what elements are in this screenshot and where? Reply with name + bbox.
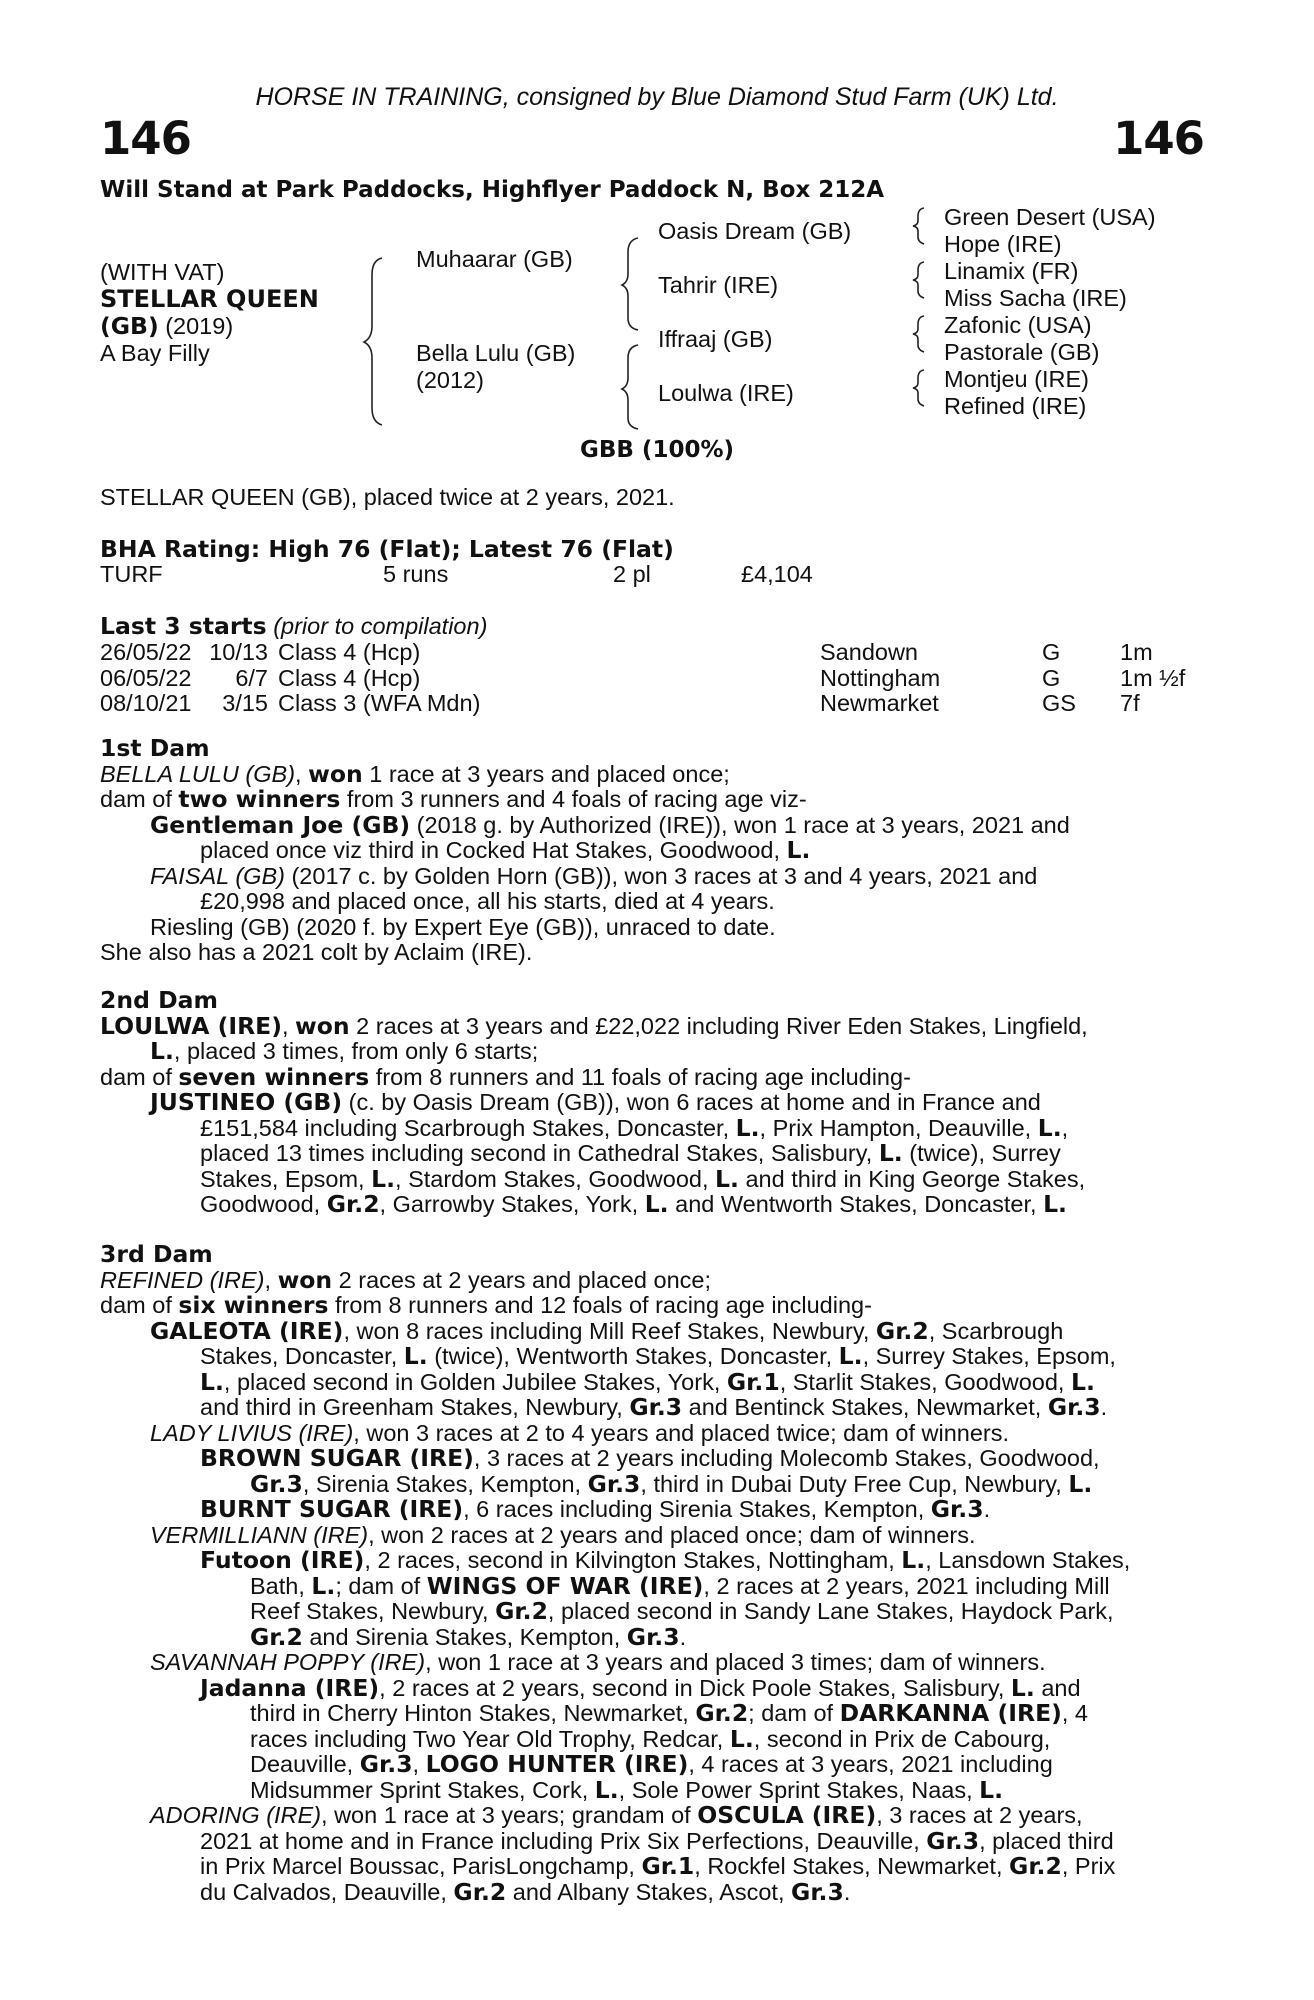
- dam-year: (2012): [416, 367, 484, 393]
- text: du Calvados, Deauville,: [200, 1878, 454, 1905]
- vat-note: (WITH VAT): [100, 259, 225, 285]
- table-row: [100, 666, 1185, 692]
- text: L.: [1043, 1190, 1067, 1218]
- text: won: [277, 1265, 333, 1294]
- text: .: [983, 1496, 991, 1522]
- progeny-name: VERMILLIANN (IRE): [150, 1521, 369, 1548]
- text: ; dam of: [335, 1572, 427, 1599]
- g3-3: Linamix (FR): [944, 258, 1079, 284]
- brace-g3-2: [913, 262, 924, 298]
- text: , 4 races at 3 years, 2021 including: [688, 1751, 1053, 1777]
- g3-4: Miss Sacha (IRE): [944, 285, 1127, 311]
- text: , second in Prix de Cabourg,: [753, 1725, 1051, 1752]
- text: and third in King George Stakes,: [738, 1165, 1086, 1192]
- last3-table: [100, 640, 1185, 717]
- horse-identity: [100, 259, 319, 367]
- section-heading: 2nd Dam: [100, 986, 218, 1014]
- third-dam-section: [100, 1242, 1204, 1905]
- text: Gr.3: [250, 1469, 303, 1498]
- text: Midsummer Sprint Stakes, Cork,: [250, 1776, 595, 1803]
- text: L.: [729, 1724, 754, 1753]
- text: , placed third: [979, 1827, 1114, 1854]
- text: , placed second in Golden Jubilee Stakes, York,: [223, 1368, 727, 1395]
- text: Deauville,: [250, 1751, 360, 1777]
- progeny-name: GALEOTA (IRE): [150, 1316, 344, 1345]
- text: from 8 runners and 11 foals of racing age including-: [369, 1063, 911, 1090]
- text: Gr.1: [726, 1367, 780, 1396]
- text: Goodwood,: [200, 1191, 327, 1217]
- text: dam of: [100, 1292, 179, 1318]
- text: Gr.2: [1009, 1852, 1062, 1880]
- text: Gr.2: [326, 1190, 380, 1218]
- progeny-name: JUSTINEO (GB): [150, 1088, 343, 1116]
- run-going: G: [1042, 664, 1061, 691]
- text: .: [679, 1623, 687, 1650]
- text: Gr.3: [926, 1826, 980, 1855]
- text: Gr.3: [359, 1750, 413, 1778]
- run-position: 3/15: [222, 690, 268, 716]
- brace-main: [364, 258, 382, 425]
- text: , won 1 race at 3 years and placed 3 times; dam of winners.: [425, 1649, 1046, 1675]
- g3-8: Refined (IRE): [944, 393, 1087, 419]
- text: L.: [371, 1164, 396, 1193]
- pedigree-braces-outer: [908, 204, 938, 424]
- run-class: Class 4 (Hcp): [278, 639, 421, 665]
- dam-name: BELLA LULU (GB): [100, 760, 296, 787]
- lot-number-left: 146: [100, 112, 191, 165]
- first-dam-section: [100, 736, 1204, 966]
- g3-7: Montjeu (IRE): [944, 366, 1089, 392]
- text: , 3 races at 2 years,: [876, 1802, 1083, 1828]
- text: placed 13 times including second in Cathedral Stakes, Salisbury,: [200, 1140, 879, 1166]
- text: , Prix Hampton, Deauville,: [759, 1114, 1038, 1141]
- text: ,: [264, 1266, 278, 1293]
- run-course: Newmarket: [820, 690, 939, 716]
- text: L.: [838, 1342, 863, 1370]
- text: £20,998 and placed once, all his starts, died at 4 years.: [200, 888, 775, 914]
- text: , Stardom Stakes, Goodwood,: [395, 1165, 716, 1192]
- progeny-name: BURNT SUGAR (IRE): [200, 1495, 464, 1523]
- section-heading: 1st Dam: [100, 734, 210, 762]
- g3-6: Pastorale (GB): [944, 339, 1100, 365]
- horse-description: A Bay Filly: [100, 340, 210, 366]
- text: , 2 races, second in Kilvington Stakes, Nottingham,: [364, 1547, 902, 1573]
- text: L.: [644, 1190, 669, 1218]
- text: , won 2 races at 2 years and placed once; dam of winners.: [368, 1521, 976, 1548]
- text: dam of: [100, 786, 179, 812]
- text: , placed 3 times, from only 6 starts;: [173, 1038, 539, 1064]
- brace-dam: [622, 345, 638, 429]
- progeny-name: Gentleman Joe (GB): [150, 810, 411, 839]
- section-heading: 3rd Dam: [100, 1240, 213, 1268]
- text: , 2 races at 2 years, 2021 including Mill: [703, 1572, 1110, 1599]
- run-going: G: [1042, 639, 1061, 665]
- text: from 8 runners and 12 foals of racing age including-: [328, 1292, 872, 1318]
- text: won: [308, 759, 363, 788]
- text: Gr.3: [1047, 1393, 1101, 1421]
- text: Gr.3: [791, 1877, 844, 1906]
- dam-name: LOULWA (IRE): [100, 1011, 282, 1040]
- progeny-entry: Riesling (GB) (2020 f. by Expert Eye (GB)), unraced to date.: [150, 913, 776, 940]
- text: six winners: [178, 1291, 329, 1319]
- run-distance: 7f: [1120, 690, 1140, 716]
- horse-name: STELLAR QUEEN: [100, 285, 319, 313]
- run-position: 6/7: [235, 664, 268, 691]
- text: L.: [735, 1113, 760, 1142]
- run-class: Class 3 (WFA Mdn): [278, 690, 481, 716]
- text: 1 race at 3 years and placed once;: [362, 760, 730, 787]
- text: Reef Stakes, Newbury,: [250, 1598, 496, 1624]
- text: , Scarbrough: [928, 1317, 1064, 1344]
- text: dam of: [100, 1063, 179, 1090]
- text: , won 3 races at 2 to 4 years and placed twice; dam of winners.: [353, 1419, 1010, 1446]
- text: Gr.1: [641, 1852, 695, 1880]
- second-dam-section: [100, 988, 1204, 1218]
- table-row: [100, 640, 1185, 666]
- run-going: GS: [1042, 690, 1076, 716]
- text: in Prix Marcel Boussac, ParisLongchamp,: [200, 1853, 642, 1879]
- brace-sire: [622, 238, 638, 330]
- text: (2018 g. by Authorized (IRE)), won 1 race at 3 years, 2021 and: [410, 811, 1070, 838]
- text: £151,584 including Scarbrough Stakes, Doncaster,: [200, 1114, 736, 1141]
- brace-g3-1: [913, 208, 924, 244]
- text: races including Two Year Old Trophy, Redcar,: [250, 1725, 730, 1752]
- text: , 3 races at 2 years including Molecomb Stakes, Goodwood,: [473, 1445, 1100, 1471]
- lot-number-right: 146: [1113, 112, 1204, 165]
- text: , 6 races including Sirenia Stakes, Kempton,: [463, 1496, 931, 1522]
- progeny-name: BROWN SUGAR (IRE): [200, 1444, 474, 1472]
- text: Gr.2: [250, 1622, 303, 1651]
- text: , Sole Power Sprint Stakes, Naas,: [618, 1776, 980, 1803]
- text: ,: [412, 1751, 426, 1777]
- text: , Sirenia Stakes, Kempton,: [302, 1470, 588, 1497]
- text: L.: [200, 1367, 224, 1396]
- text: L.: [594, 1775, 619, 1804]
- turf-earnings: £4,104: [741, 561, 813, 587]
- text: 2 races at 2 years and placed once;: [332, 1266, 712, 1293]
- progeny-name: ADORING (IRE): [150, 1802, 322, 1828]
- text: L.: [311, 1571, 336, 1600]
- consignment-line: HORSE IN TRAINING, consigned by Blue Diamond Stud Farm (UK) Ltd.: [255, 83, 1059, 111]
- text: L.: [1010, 1673, 1035, 1702]
- text: L.: [786, 836, 811, 864]
- g3-1: Green Desert (USA): [944, 204, 1156, 230]
- text: , 2 races at 2 years, second in Dick Poole Stakes, Salisbury,: [379, 1674, 1011, 1701]
- text: and Wentworth Stakes, Doncaster,: [668, 1191, 1044, 1217]
- text: WINGS OF WAR (IRE): [426, 1571, 704, 1600]
- text: , won 8 races including Mill Reef Stakes, Newbury,: [343, 1317, 876, 1344]
- text: and: [1034, 1674, 1081, 1701]
- text: third in Cherry Hinton Stakes, Newmarket,: [250, 1700, 696, 1726]
- text: , Prix: [1061, 1853, 1116, 1879]
- run-course: Nottingham: [820, 664, 941, 691]
- sire-dam: Tahrir (IRE): [658, 272, 779, 298]
- text: Gr.3: [930, 1495, 984, 1523]
- turf-runs: 5 runs: [383, 561, 449, 587]
- run-date: 08/10/21: [100, 690, 192, 716]
- run-date: 26/05/22: [100, 639, 192, 665]
- text: L.: [1070, 1367, 1095, 1396]
- text: , 4: [1061, 1700, 1089, 1726]
- text: , placed second in Sandy Lane Stakes, Haydock Park,: [547, 1598, 1114, 1624]
- text: (twice), Surrey: [902, 1140, 1061, 1166]
- progeny-entry: [100, 864, 1204, 890]
- text: L.: [1037, 1113, 1062, 1142]
- text: , Garrowby Stakes, York,: [379, 1191, 645, 1217]
- text: , won 1 race at 3 years; grandam of: [321, 1802, 698, 1828]
- progeny-name: SAVANNAH POPPY (IRE): [150, 1649, 426, 1675]
- text: and third in Greenham Stakes, Newbury,: [200, 1394, 630, 1420]
- text: 2 races at 3 years and £22,022 including River Eden Stakes, Lingfield,: [349, 1012, 1088, 1039]
- text: Gr.3: [629, 1393, 683, 1421]
- text: , third in Dubai Duty Free Cup, Newbury,: [640, 1470, 1069, 1497]
- text: Gr.2: [695, 1699, 749, 1727]
- text: , Surrey Stakes, Epsom,: [862, 1343, 1116, 1369]
- text: seven winners: [178, 1062, 370, 1091]
- stable-location: Will Stand at Park Paddocks, Highflyer Paddock N, Box 212A: [100, 177, 885, 203]
- text: Gr.3: [587, 1469, 641, 1498]
- text: placed once viz third in Cocked Hat Stakes, Goodwood,: [200, 837, 787, 863]
- g3-2: Hope (IRE): [944, 231, 1062, 257]
- progeny-entry: [100, 810, 1204, 839]
- progeny-name: Jadanna (IRE): [200, 1673, 380, 1702]
- text: L.: [878, 1139, 903, 1167]
- run-course: Sandown: [820, 639, 918, 665]
- text: Gr.2: [495, 1597, 548, 1625]
- text: OSCULA (IRE): [697, 1801, 877, 1829]
- last3-note: (prior to compilation): [273, 613, 488, 639]
- dam-dam: Loulwa (IRE): [658, 380, 794, 406]
- text: Gr.2: [453, 1877, 507, 1906]
- text: L.: [715, 1164, 739, 1193]
- text: ; dam of: [748, 1700, 840, 1726]
- dam-name: REFINED (IRE): [100, 1266, 265, 1293]
- breeding-percentage: GBB (100%): [579, 437, 735, 463]
- race-summary: STELLAR QUEEN (GB), placed twice at 2 years, 2021.: [100, 484, 675, 510]
- text: , Starlit Stakes, Goodwood,: [779, 1368, 1071, 1395]
- horse-year: (2019): [165, 313, 234, 339]
- sire: Muhaarar (GB): [416, 246, 573, 272]
- brace-g3-3: [913, 316, 924, 352]
- text: .: [843, 1878, 851, 1905]
- run-position: 10/13: [209, 639, 268, 665]
- text: 2021 at home and in France including Prix Six Perfections, Deauville,: [200, 1827, 927, 1854]
- progeny-name: Futoon (IRE): [200, 1546, 365, 1574]
- progeny-name: FAISAL (GB): [150, 862, 285, 889]
- text: (twice), Wentworth Stakes, Doncaster,: [427, 1343, 839, 1369]
- run-class: Class 4 (Hcp): [278, 664, 421, 691]
- text: ,: [295, 760, 309, 787]
- text: ,: [1061, 1114, 1069, 1141]
- run-date: 06/05/22: [100, 664, 192, 691]
- turf-label: TURF: [100, 561, 163, 587]
- text: ,: [281, 1012, 296, 1039]
- text: L.: [979, 1775, 1004, 1804]
- brace-g3-4: [913, 370, 924, 406]
- sire-sire: Oasis Dream (GB): [658, 218, 852, 244]
- bha-rating: BHA Rating: High 76 (Flat); Latest 76 (Flat): [100, 535, 674, 563]
- text: DARKANNA (IRE): [839, 1699, 1062, 1727]
- text: two winners: [178, 785, 341, 813]
- text: Gr.2: [875, 1316, 929, 1345]
- turf-placed: 2 pl: [613, 561, 651, 587]
- text: (c. by Oasis Dream (GB)), won 6 races at home and in France and: [342, 1089, 1041, 1115]
- text: , Lansdown Stakes,: [925, 1547, 1131, 1573]
- text: L.: [150, 1037, 174, 1065]
- run-distance: 1m: [1120, 639, 1153, 665]
- horse-origin: (GB): [100, 312, 159, 340]
- text: L.: [901, 1546, 926, 1574]
- text: and Sirenia Stakes, Kempton,: [302, 1623, 627, 1650]
- text: Stakes, Epsom,: [200, 1165, 372, 1192]
- dam-sire: Iffraaj (GB): [658, 326, 773, 352]
- text: won: [295, 1011, 350, 1040]
- text: (2017 c. by Golden Horn (GB)), won 3 races at 3 and 4 years, 2021 and: [284, 862, 1038, 889]
- text: LOGO HUNTER (IRE): [425, 1750, 689, 1778]
- text: .: [1100, 1394, 1108, 1420]
- text: Gr.3: [626, 1622, 680, 1651]
- last3-heading: [100, 614, 487, 640]
- last3-title: Last 3 starts: [100, 612, 267, 640]
- text: L.: [403, 1342, 428, 1370]
- text: , Rockfel Stakes, Newmarket,: [694, 1853, 1010, 1879]
- text: L.: [1068, 1469, 1093, 1498]
- text: and Albany Stakes, Ascot,: [506, 1878, 792, 1905]
- run-distance: 1m ½f: [1120, 664, 1186, 691]
- text: Stakes, Doncaster,: [200, 1343, 404, 1369]
- g3-5: Zafonic (USA): [944, 312, 1092, 338]
- text: She also has a 2021 colt by Aclaim (IRE).: [100, 939, 533, 965]
- table-row: [100, 691, 1185, 717]
- progeny-name: LADY LIVIUS (IRE): [150, 1419, 354, 1446]
- text: and Bentinck Stakes, Newmarket,: [682, 1394, 1048, 1420]
- dam: Bella Lulu (GB): [416, 340, 576, 366]
- text: from 3 runners and 4 foals of racing age viz-: [340, 786, 807, 812]
- text: Bath,: [250, 1572, 312, 1599]
